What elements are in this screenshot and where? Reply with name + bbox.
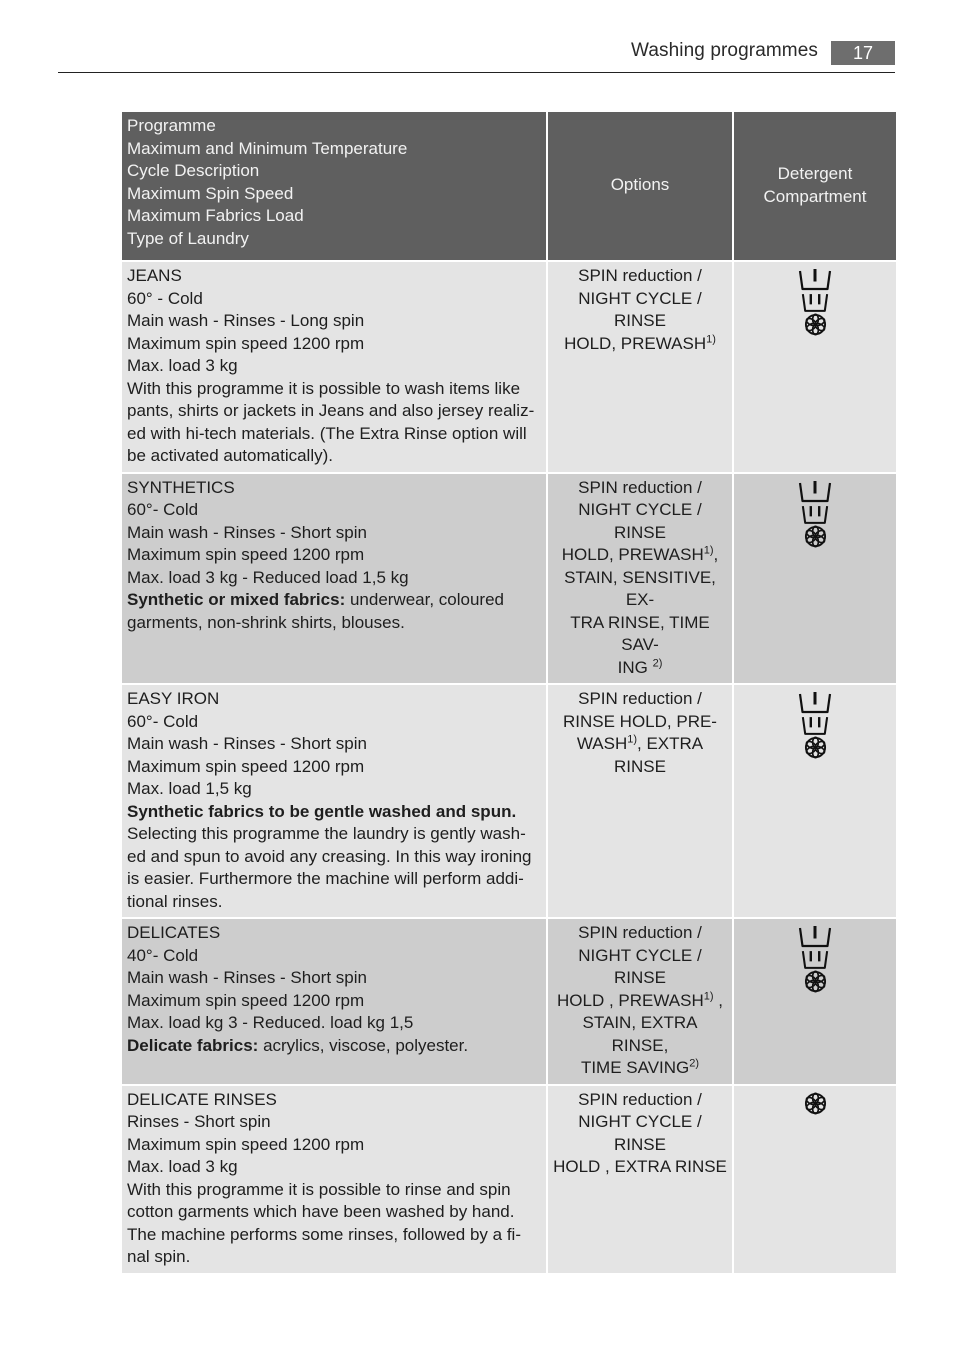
softener-compartment-icon <box>804 525 827 548</box>
programme-load: Max. load kg 3 - Reduced. load kg 1,5 <box>127 1013 414 1032</box>
options-line: TRA RINSE, TIME SAV- <box>570 612 710 654</box>
options-cell <box>547 684 733 918</box>
programme-cycle: Main wash - Rinses - Short spin <box>127 968 367 987</box>
detergent-cell <box>733 1085 897 1274</box>
programme-name: DELICATES <box>127 923 221 942</box>
programme-description: Selecting this programme the laundry is gently wash-ed and spun to avoid any creasing. In this way ironing is easier. Furthermore the machine will perform addi-tional rinses. <box>127 824 532 911</box>
footnote-ref: 1) <box>703 544 714 557</box>
programme-name: JEANS <box>127 266 182 285</box>
options-text: HOLD, PREWASH <box>561 545 704 564</box>
programme-load: Max. load 1,5 kg <box>127 779 252 798</box>
options-text: TIME SAVING <box>580 1058 690 1077</box>
softener-compartment-icon <box>804 313 827 336</box>
footnote-ref: 1) <box>703 989 714 1002</box>
options-line: SPIN reduction / <box>578 923 702 942</box>
options-line: SPIN reduction / <box>578 477 702 497</box>
table-row-delicate-rinses <box>121 1085 897 1274</box>
programme-cycle: Rinses - Short spin <box>127 1112 271 1131</box>
options-text: , <box>713 990 723 1010</box>
options-text: HOLD , PREWASH <box>557 990 704 1010</box>
programme-spin: Maximum spin speed 1200 rpm <box>127 990 365 1010</box>
programme-cell <box>121 473 547 685</box>
main-wash-compartment-icon <box>801 949 829 970</box>
programme-name: EASY IRON <box>127 689 220 708</box>
options-line: STAIN, EXTRA RINSE, <box>582 1013 698 1055</box>
programme-cycle: Main wash - Rinses - Short spin <box>127 522 367 542</box>
main-wash-compartment-icon <box>801 504 829 525</box>
footnote-ref: 1) <box>706 332 716 345</box>
header-line: Maximum Fabrics Load <box>127 206 304 225</box>
options-line: SPIN reduction / <box>578 1089 702 1109</box>
laundry-type-text: acrylics, viscose, polyester. <box>258 1035 469 1055</box>
options-line: NIGHT CYCLE / RINSE <box>578 1112 702 1154</box>
footnote-ref: 2) <box>689 1057 700 1070</box>
options-line <box>553 990 727 1013</box>
laundry-type <box>127 1035 541 1058</box>
table-row-easy-iron <box>121 684 897 918</box>
programme-cell <box>121 684 547 918</box>
programme-spin: Maximum spin speed 1200 rpm <box>127 756 365 776</box>
programme-spin: Maximum spin speed 1200 rpm <box>127 1134 365 1154</box>
detergent-cell <box>733 684 897 918</box>
header-line: Maximum Spin Speed <box>127 183 294 203</box>
programme-temperature: 60° - Cold <box>127 288 203 308</box>
detergent-cell <box>733 918 897 1085</box>
header-detergent <box>733 111 897 261</box>
options-line: SPIN reduction / <box>578 266 702 285</box>
options-cell <box>547 1085 733 1274</box>
programme-temperature: 60°- Cold <box>127 500 199 519</box>
programme-temperature: 60°- Cold <box>127 711 199 731</box>
options-line: RINSE HOLD, PRE- <box>563 711 717 731</box>
header-line: Compartment <box>763 186 867 206</box>
programme-cycle: Main wash - Rinses - Long spin <box>127 311 365 330</box>
laundry-type-label: Synthetic fabrics to be gentle washed and spun. <box>127 801 517 821</box>
header-line: Programme <box>127 116 216 135</box>
prewash-compartment-icon <box>798 480 832 504</box>
section-title: Washing programmes <box>631 40 818 61</box>
main-wash-compartment-icon <box>801 715 829 736</box>
softener-compartment-icon <box>804 1092 827 1115</box>
prewash-compartment-icon <box>798 925 832 949</box>
footnote-ref: 1) <box>627 733 638 746</box>
laundry-type <box>127 589 541 634</box>
options-cell <box>547 261 733 473</box>
programme-description: With this programme it is possible to rinse and spin cotton garments which have been washed by hand. The machine performs some rinses, followed by a fi-nal spin. <box>127 1179 521 1266</box>
options-line <box>553 544 727 567</box>
options-text: WASH <box>576 734 628 753</box>
header-line: Maximum and Minimum Temperature <box>127 138 408 158</box>
programme-cell <box>121 261 547 473</box>
main-wash-compartment-icon <box>801 292 829 313</box>
options-line: STAIN, SENSITIVE, EX- <box>564 567 716 609</box>
programme-load: Max. load 3 kg - Reduced load 1,5 kg <box>127 567 409 587</box>
header-line: Detergent <box>777 164 853 183</box>
programme-cell <box>121 918 547 1085</box>
options-line: SPIN reduction / <box>578 689 702 708</box>
programme-temperature: 40°- Cold <box>127 945 199 965</box>
options-line <box>553 333 727 356</box>
programme-load: Max. load 3 kg <box>127 1157 238 1176</box>
table-header-row <box>121 111 897 261</box>
detergent-cell <box>733 261 897 473</box>
table-row-jeans <box>121 261 897 473</box>
softener-compartment-icon <box>804 970 827 993</box>
page-number: 17 <box>831 41 895 65</box>
programme-cycle: Main wash - Rinses - Short spin <box>127 734 367 753</box>
options-line: NIGHT CYCLE / RINSE <box>578 288 702 330</box>
options-line: NIGHT CYCLE / RINSE <box>578 945 702 987</box>
options-line: NIGHT CYCLE / RINSE <box>578 500 702 542</box>
header-line: Cycle Description <box>127 161 260 180</box>
table-row-delicates <box>121 918 897 1085</box>
page-header <box>58 36 895 73</box>
programmes-table <box>120 110 898 1275</box>
options-line <box>553 1057 727 1080</box>
softener-compartment-icon <box>804 736 827 759</box>
options-line: HOLD , EXTRA RINSE <box>553 1157 727 1176</box>
programme-name: DELICATE RINSES <box>127 1089 277 1109</box>
header-options: Options <box>547 111 733 261</box>
options-text: ING <box>617 657 653 677</box>
options-cell <box>547 473 733 685</box>
options-text: , EXTRA RINSE <box>614 734 704 776</box>
prewash-compartment-icon <box>798 268 832 292</box>
programme-spin: Maximum spin speed 1200 rpm <box>127 333 365 353</box>
laundry-type-text: underwear, coloured garments, non-shrink shirts, blouses. <box>127 590 505 632</box>
programme-name: SYNTHETICS <box>127 477 235 497</box>
programme-load: Max. load 3 kg <box>127 356 238 375</box>
laundry-type-label: Delicate fabrics: <box>127 1035 259 1055</box>
prewash-compartment-icon <box>798 691 832 715</box>
programme-cell <box>121 1085 547 1274</box>
detergent-cell <box>733 473 897 685</box>
options-line <box>553 657 727 680</box>
header-programme <box>121 111 547 261</box>
programme-spin: Maximum spin speed 1200 rpm <box>127 545 365 564</box>
programme-description: With this programme it is possible to wash items like pants, shirts or jackets in Jeans and also jersey realiz-ed with hi-tech materials. (The Extra Rinse option will be activated automatically). <box>127 378 535 465</box>
options-line <box>553 733 727 778</box>
options-cell <box>547 918 733 1085</box>
options-text: HOLD, PREWASH <box>564 333 707 353</box>
header-line: Type of Laundry <box>127 228 249 248</box>
footnote-ref: 2) <box>652 656 663 669</box>
table-row-synthetics <box>121 473 897 685</box>
options-text: , <box>713 545 719 564</box>
laundry-type-label: Synthetic or mixed fabrics: <box>127 590 346 609</box>
